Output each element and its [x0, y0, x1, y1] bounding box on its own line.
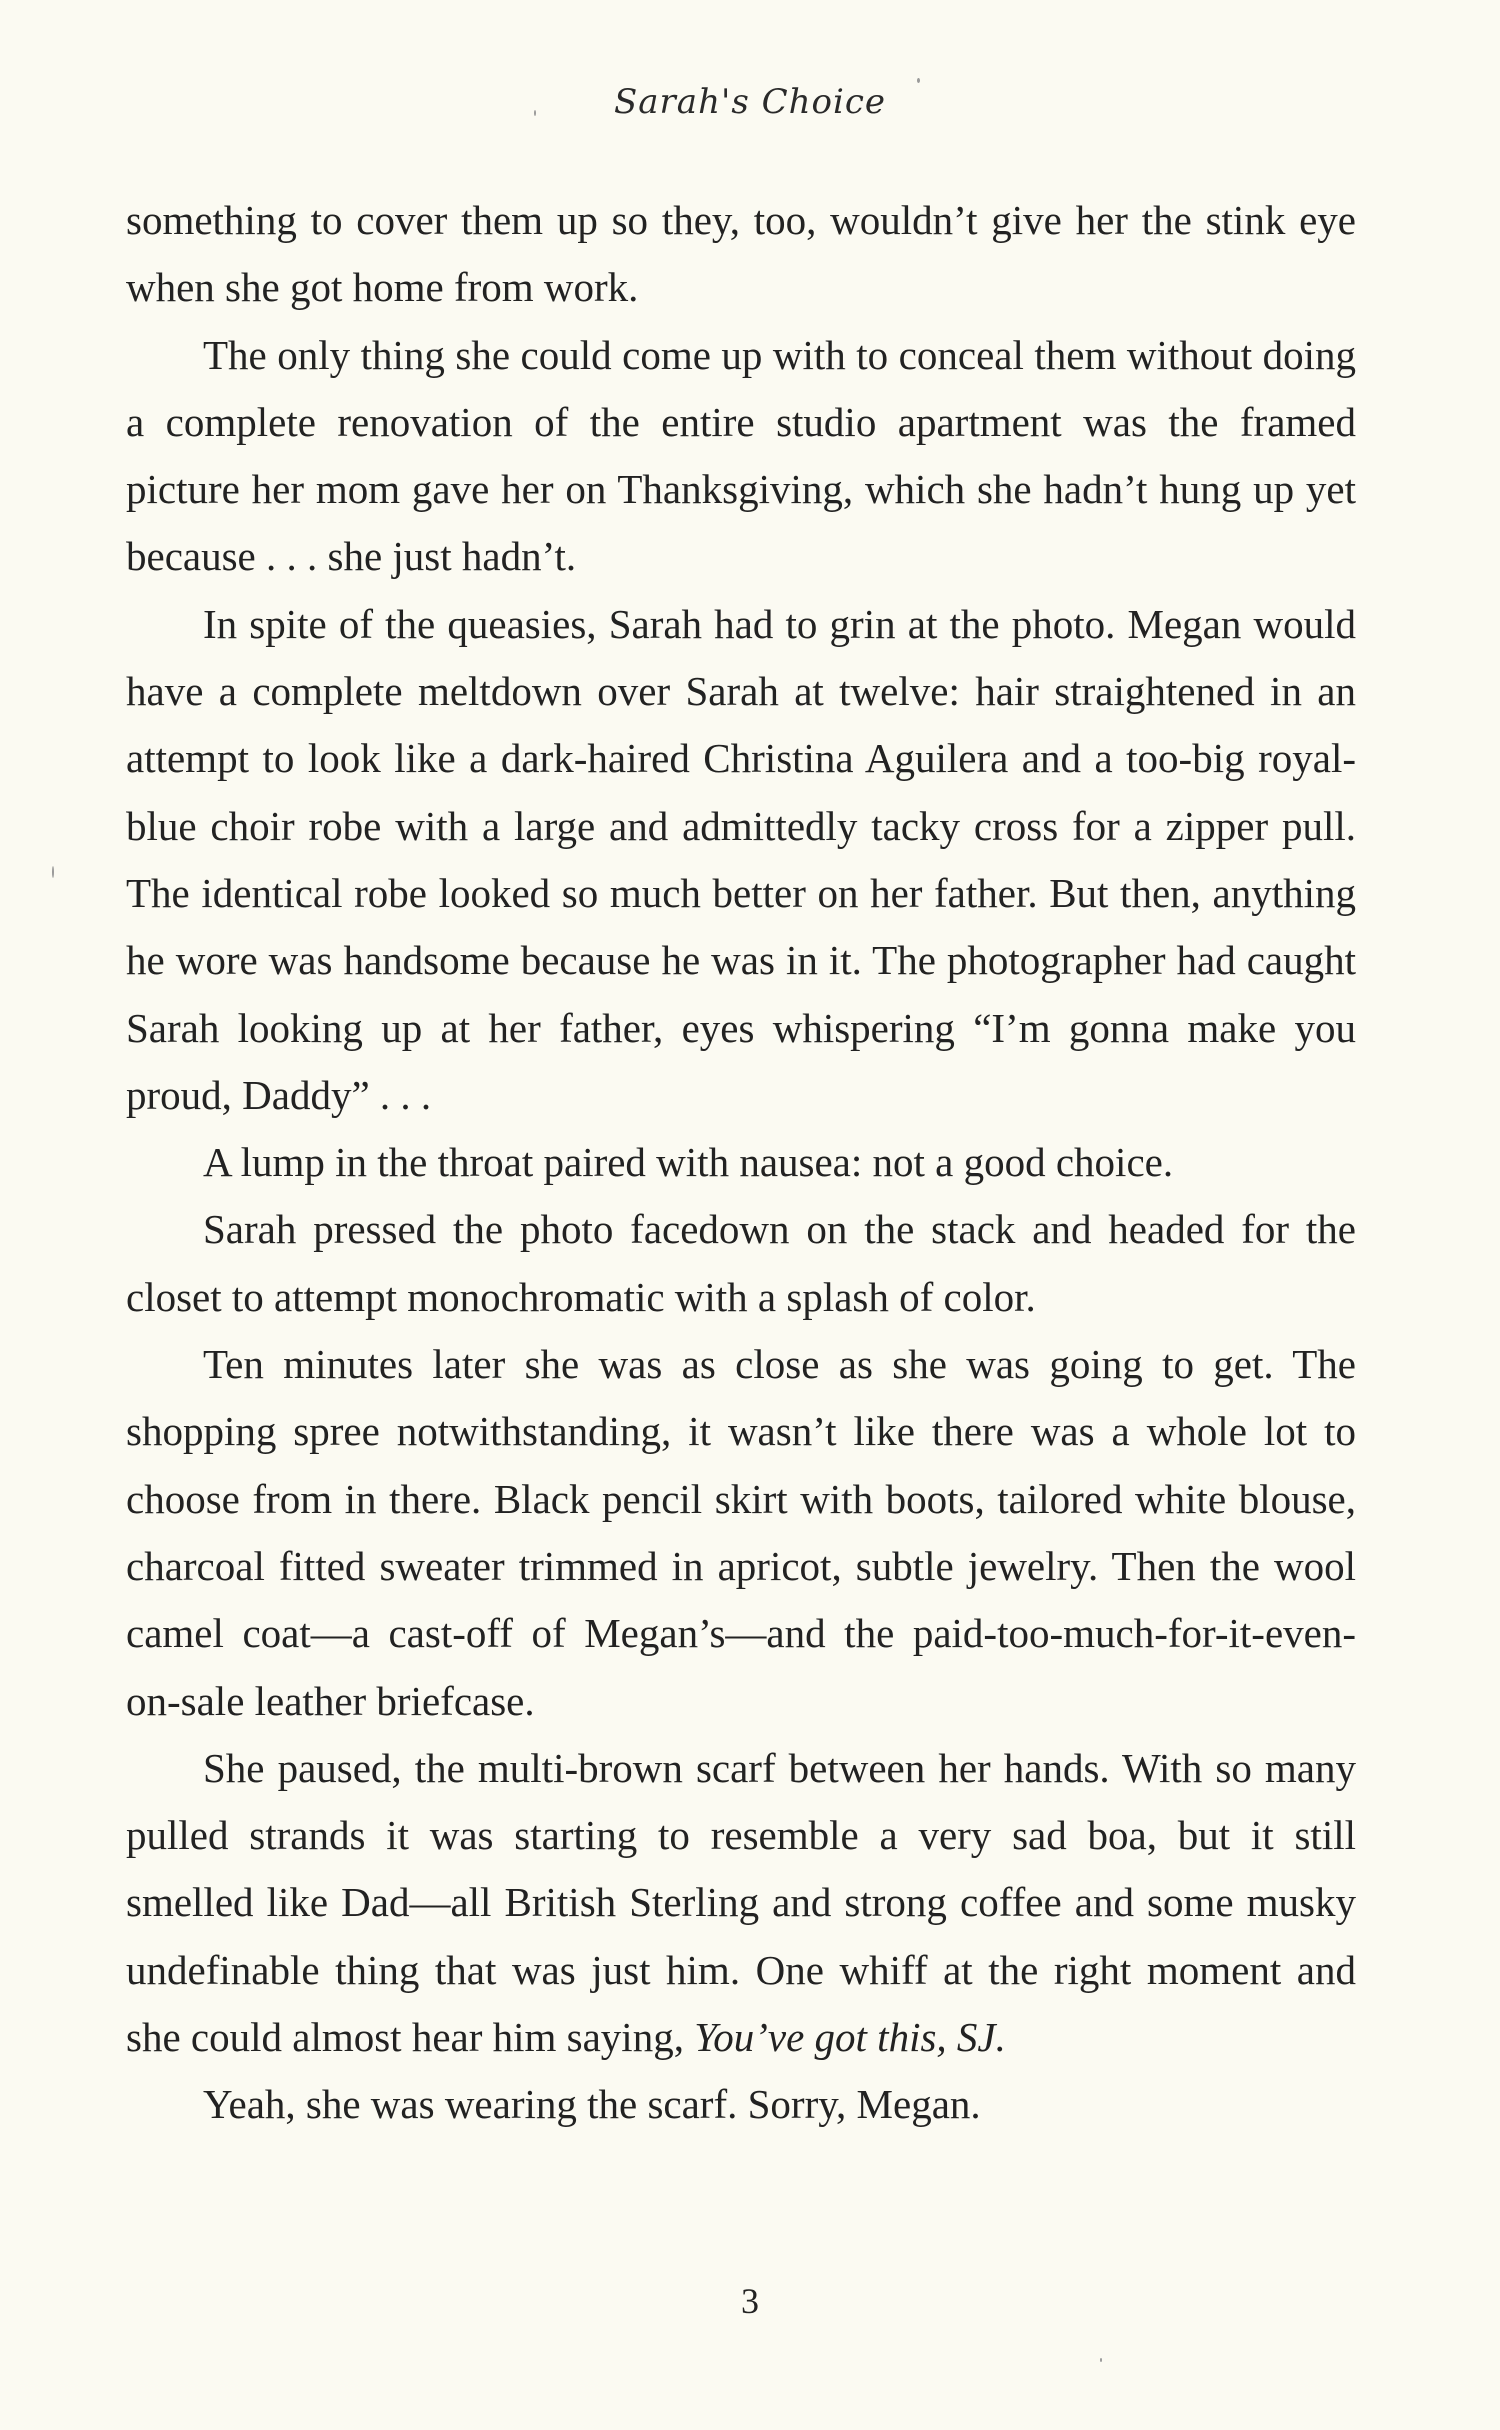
paragraph-8: Yeah, she was wearing the scarf. Sorry, Megan.: [203, 2081, 981, 2128]
paragraph-4: A lump in the throat paired with nausea: not a good choice.: [203, 1139, 1174, 1186]
page-number: 3: [741, 2281, 759, 2321]
paragraph-7-text: She paused, the multi-brown scarf between her hands. With so many pulled strands it was starting to resemble a very sad boa, but it still smelled like Dad—all British Sterling and strong coffee and some musky undefinable thing that was just him. One whiff at the right moment and she could almost hear him saying,: [126, 1744, 1356, 2061]
paper-speck: [1100, 2358, 1102, 2362]
paragraph-7: [126, 1735, 1356, 2071]
paragraph-7-italic: You’ve got this, SJ.: [694, 2014, 1006, 2061]
running-head: Sarah's Choice: [613, 82, 886, 122]
body-text: [126, 187, 1356, 2139]
paragraph-6: Ten minutes later she was as close as she was going to get. The shopping spree notwithstanding, it wasn’t like there was a whole lot to choose from in there. Black pencil skirt with boots, tailored white blouse, charcoal fitted sweater trimmed in apricot, subtle jewelry. Then the wool camel coat—a cast-off of Megan’s—and the paid-too-much-for-it-even-on-sale leather briefcase.: [126, 1341, 1356, 1724]
paper-speck: [52, 866, 54, 878]
paper-speck: [917, 78, 920, 83]
paragraph-2: The only thing she could come up with to conceal them without doing a complete renovation of the entire studio apartment was the framed picture her mom gave her on Thanksgiving, which she hadn’t hung up yet because . . . she just hadn’t.: [126, 331, 1356, 580]
paper-speck: [534, 110, 536, 116]
paragraph-5: Sarah pressed the photo facedown on the stack and headed for the closet to attempt monochromatic with a splash of color.: [126, 1206, 1356, 1320]
paragraph-1: something to cover them up so they, too, wouldn’t give her the stink eye when she got home from work.: [126, 197, 1356, 311]
paragraph-3: In spite of the queasies, Sarah had to grin at the photo. Megan would have a complete meltdown over Sarah at twelve: hair straightened in an attempt to look like a dark-haired Christina Aguilera and a too-big royal-blue choir robe with a large and admittedly tacky cross for a zipper pull. The identical robe looked so much better on her father. But then, anything he wore was handsome because he was in it. The photographer had caught Sarah looking up at her father, eyes whispering “I’m gonna make you proud, Daddy” . . .: [126, 600, 1356, 1118]
